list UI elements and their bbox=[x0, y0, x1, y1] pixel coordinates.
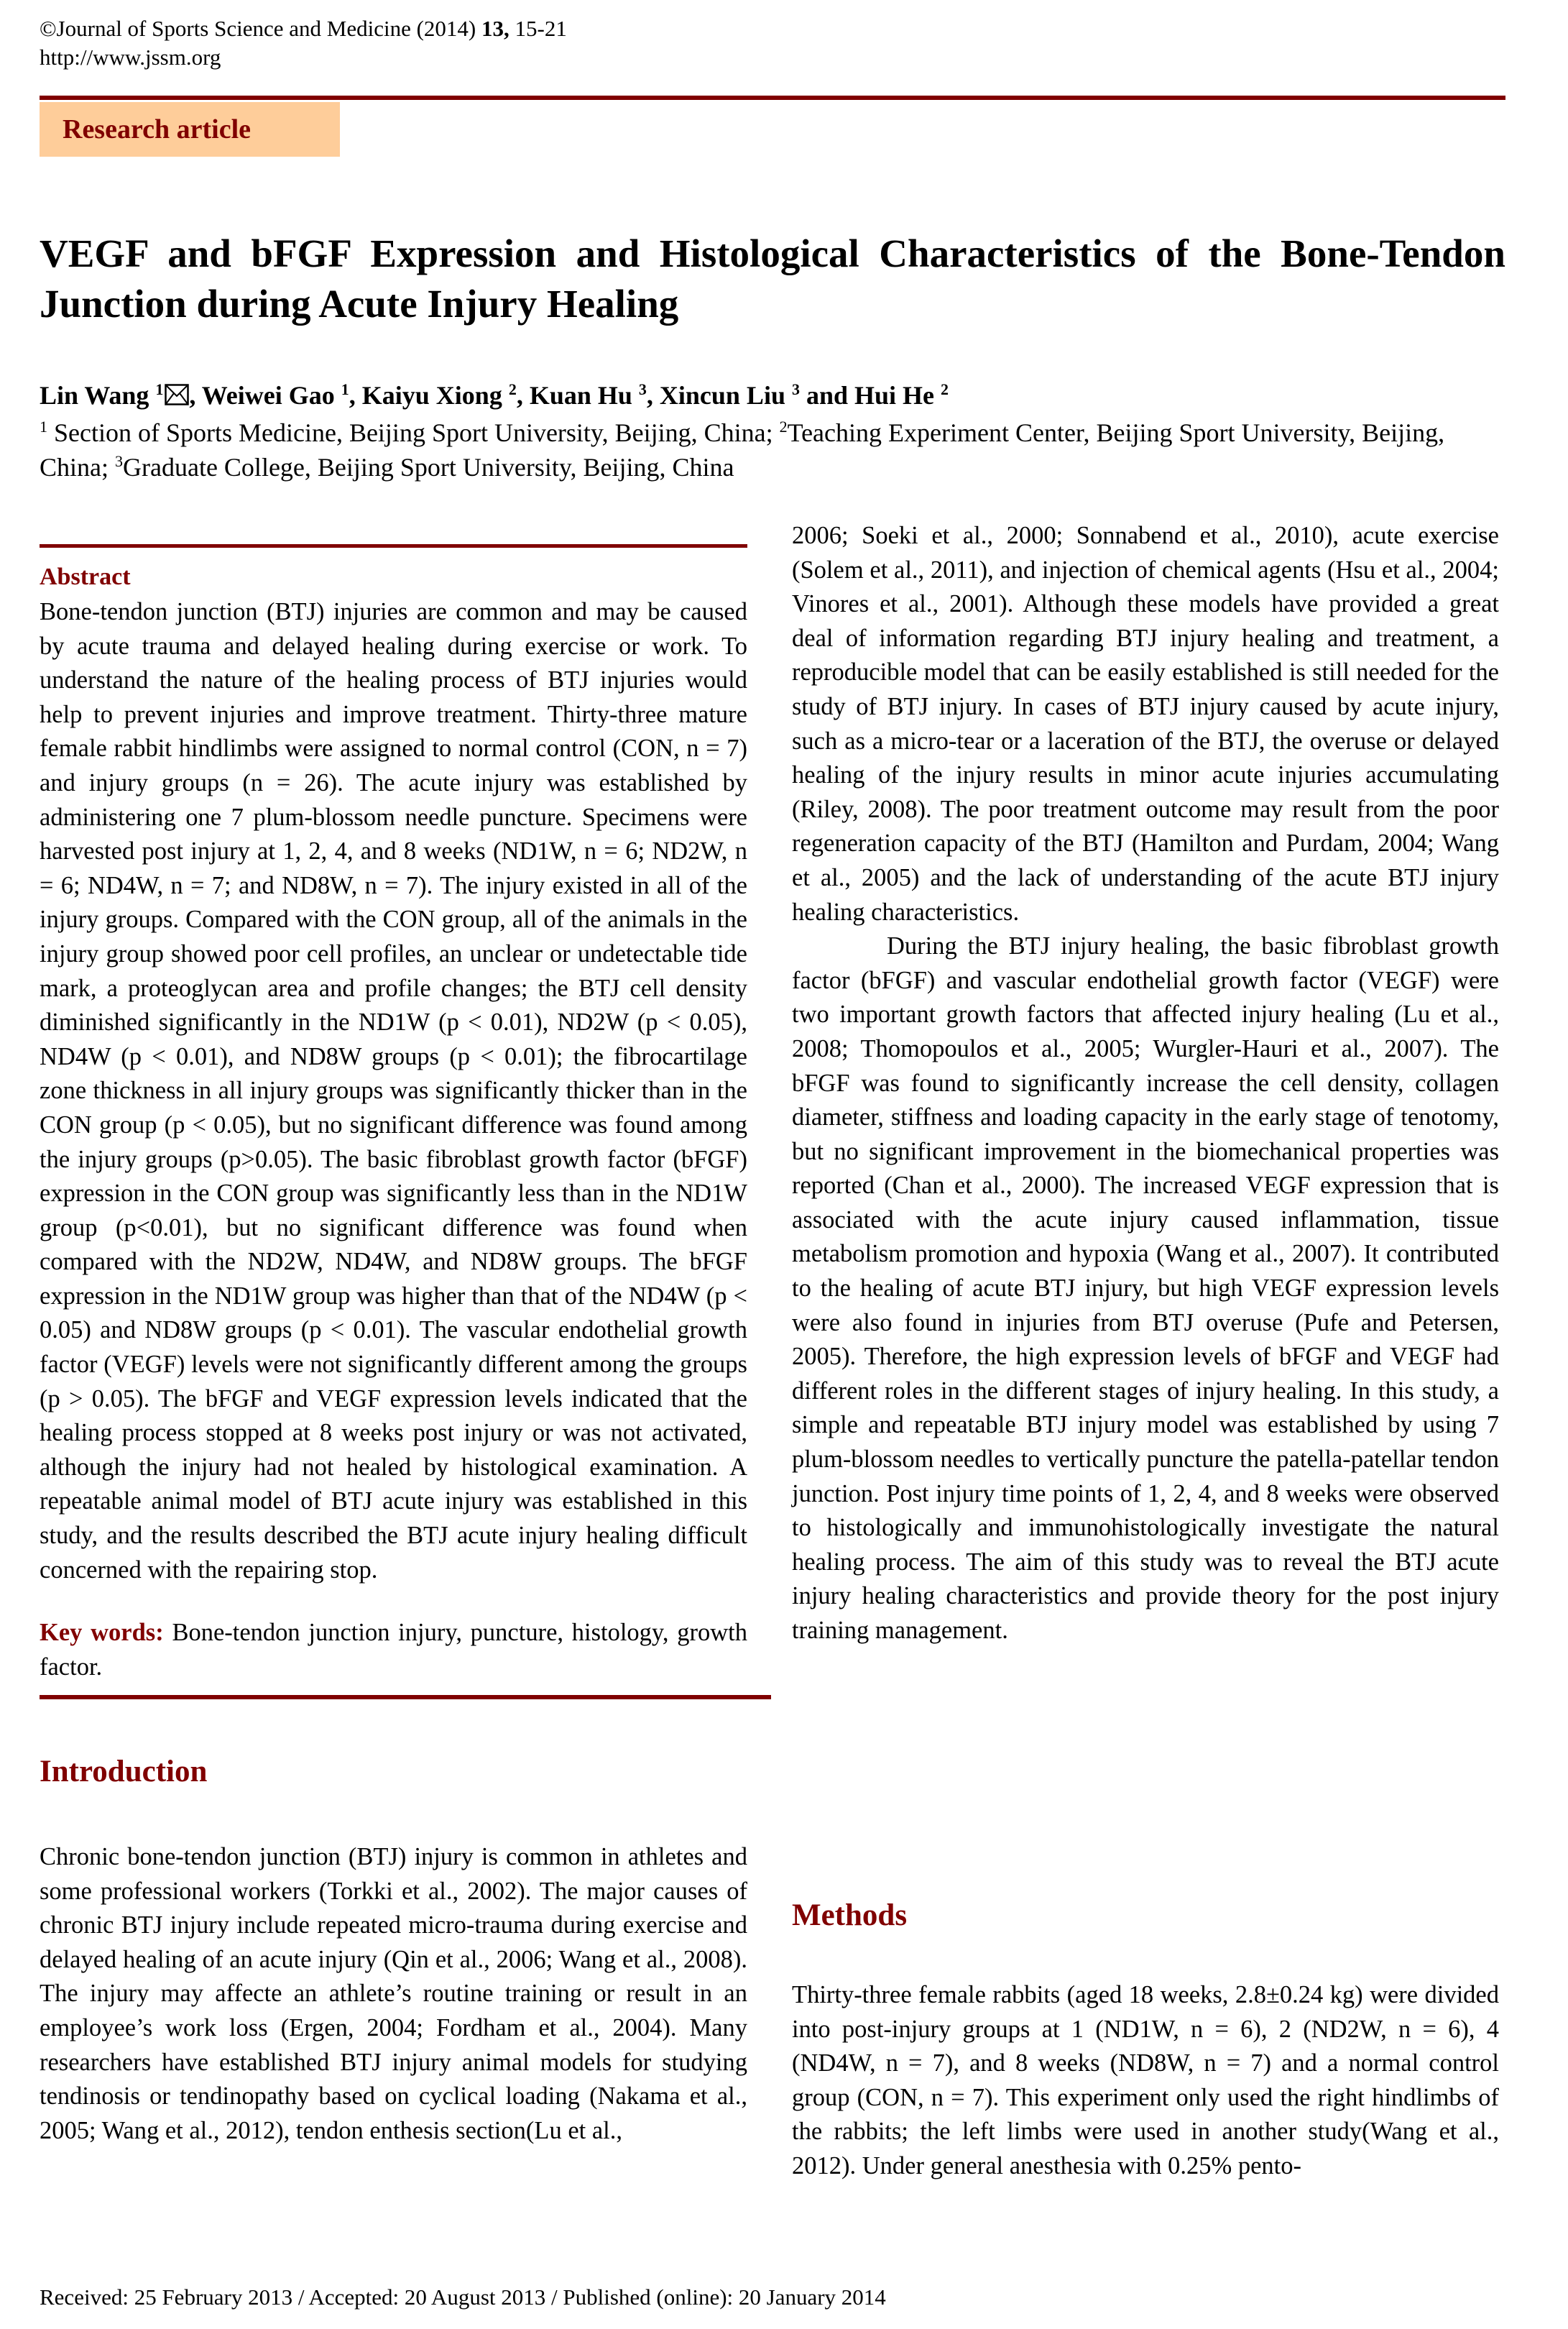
affiliation-2: Teaching Experiment Center, Beijing Sport University, Beijing, China; bbox=[40, 418, 1445, 482]
introduction-paragraph-2: During the BTJ injury healing, the basic fibroblast growth factor (bFGF) and vascular endothelial growth factor (VEGF) were two important growth factors that affected injury healing (Lu et al., 2008; Thomopoulos et al., 2005; Wurgler-Hauri et al., 2007). The bFGF was found to significantly increase the cell density, collagen diameter, stiffness and loading capacity in the early stage of tenotomy, but no significant improvement in the biomechanical properties was reported (Chan et al., 2000). The increased VEGF expression that is associated with the acute injury caused inflammation, tissue metabolism promotion and hypoxia (Wang et al., 2007). It contributed to the healing of acute BTJ injury, but high VEGF expression levels were also found in injuries from BTJ overuse (Pufe and Petersen, 2005). Therefore, the high expression levels of bFGF and VEGF had different roles in the different stages of injury healing. In this study, a simple and repeatable BTJ injury model was established by using 7 plum-blossom needles to vertically puncture the patella-patellar tendon junction. Post injury time points of 1, 2, 4, and 8 weeks were observed to histologically and immunohistologically investigate the natural healing process. The aim of this study was to reveal the BTJ acute injury healing characteristics and provide theory for the post injury training management. bbox=[792, 932, 1499, 1644]
author-affiliation-mark: 3 bbox=[638, 380, 647, 398]
affiliation-3: Graduate College, Beijing Sport University, Beijing, China bbox=[123, 453, 734, 482]
methods-body bbox=[792, 1978, 1499, 2184]
introduction-heading: Introduction bbox=[40, 1755, 208, 1788]
abstract-text: Bone-tendon junction (BTJ) injuries are common and may be caused by acute trauma and delayed healing during exercise or work. To understand the nature of the healing process of BTJ injuries would help to prevent injuries and improve treatment. Thirty-three mature female rabbit hindlimbs were assigned to normal control (CON, n = 7) and injury groups (n = 26). The acute injury was established by administering one 7 plum-blossom needle puncture. Specimens were harvested post injury at 1, 2, 4, and 8 weeks (ND1W, n = 6; ND2W, n = 6; ND4W, n = 7; and ND8W, n = 7). The injury existed in all of the injury groups. Compared with the CON group, all of the animals in the injury group showed poor cell profiles, an unclear or undetectable tide mark, a proteoglycan area and profile changes; the BTJ cell density diminished significantly in the ND1W (p < 0.01), ND2W (p < 0.05), ND4W (p < 0.01), and ND8W groups (p < 0.01); the fibrocartilage zone thickness in all injury groups was significantly thicker than in the CON group (p < 0.05), but no significant difference was found among the injury groups (p>0.05). The basic fibroblast growth factor (bFGF) expression in the CON group was significantly less than in the ND1W group (p<0.01), but no significant difference was found when compared with the ND2W, ND4W, and ND8W groups. The bFGF expression in the ND1W group was higher than that of the ND4W (p < 0.05) and ND8W groups (p < 0.01). The vascular endothelial growth factor (VEGF) levels were not significantly different among the groups (p > 0.05). The bFGF and VEGF expression levels indicated that the healing process stopped at 8 weeks post injury or was not activated, although the injury had not healed by histological examination. A repeatable animal model of BTJ acute injury was established in this study, and the results described the BTJ acute injury healing difficult concerned with the repairing stop. bbox=[40, 598, 747, 1584]
keywords bbox=[40, 1616, 747, 1684]
affiliation-1: Section of Sports Medicine, Beijing Sport University, Beijing, China; bbox=[54, 418, 773, 447]
author-affiliation-mark: 1 bbox=[155, 380, 164, 398]
keywords-divider bbox=[40, 1695, 771, 1699]
keywords-text: Bone-tendon junction injury, puncture, histology, growth factor. bbox=[40, 1619, 748, 1681]
introduction-paragraph-1: Chronic bone-tendon junction (BTJ) injury is common in athletes and some professional workers (Torkki et al., 2002). The major causes of chronic BTJ injury include repeated micro-trauma during exercise and delayed healing of an acute injury (Qin et al., 2006; Wang et al., 2008). The injury may affecte an athlete’s routine training or result in an employee’s work loss (Ergen, 2004; Fordham et al., 2004). Many researchers have established BTJ injury animal models for studying tendinosis or tendinopathy based on cyclical loading (Nakama et al., 2005; Wang et al., 2012), tendon enthesis section(Lu et al., bbox=[40, 1843, 747, 2144]
abstract-divider bbox=[40, 544, 747, 548]
author-name: Weiwei Gao bbox=[201, 381, 335, 410]
abstract-body bbox=[40, 595, 747, 1587]
journal-volume: 13, bbox=[481, 16, 509, 41]
envelope-icon[interactable] bbox=[165, 384, 189, 405]
author-name: Lin Wang bbox=[40, 381, 149, 410]
affiliations: $^1$ Section of Sports Medicine, Beijing Sport University, Beijing, China; $^2$Teaching Experiment Center, Beijing Sport University, Beijing, China; $^3$Graduate College, Beijing Sport University, Beijing, China bbox=[40, 418, 1445, 482]
journal-citation: ©Journal of Sports Science and Medicine (2014) 13, 15-21 bbox=[40, 16, 567, 41]
author-affiliation-mark: 1 bbox=[341, 380, 349, 398]
article-type-label: Research article bbox=[63, 114, 252, 144]
article-title: VEGF and bFGF Expression and Histological Characteristics of the Bone-Tendon Junction during Acute Injury Healing bbox=[40, 231, 1505, 326]
author-name: Kuan Hu bbox=[529, 381, 632, 410]
introduction-body-left bbox=[40, 1840, 747, 2148]
introduction-body-right bbox=[792, 519, 1499, 1648]
methods-heading: Methods bbox=[792, 1898, 908, 1932]
author-name: Xincun Liu bbox=[659, 381, 785, 410]
author-name: Kaiyu Xiong bbox=[361, 381, 502, 410]
keywords-label: Key words: bbox=[40, 1619, 164, 1646]
methods-paragraph-1: Thirty-three female rabbits (aged 18 weeks, 2.8±0.24 kg) were divided into post-injury groups at 1 (ND1W, n = 6), 2 (ND2W, n = 6), 4 (ND4W, n = 7), and 8 weeks (ND8W, n = 7) and a normal control group (CON, n = 7). This experiment only used the right hindlimbs of the rabbits; the left limbs were used in another study(Wang et al., 2012). Under general anesthesia with 0.25% pento- bbox=[792, 1981, 1499, 2179]
article-type-badge bbox=[40, 102, 340, 157]
publication-dates: Received: 25 February 2013 / Accepted: 20 August 2013 / Published (online): 20 January 2014 bbox=[40, 2284, 886, 2310]
author-affiliation-mark: 2 bbox=[941, 380, 949, 398]
introduction-paragraph-1-continued: 2006; Soeki et al., 2000; Sonnabend et al., 2010), acute exercise (Solem et al., 2011), and injection of chemical agents (Hsu et al., 2004; Vinores et al., 2001). Although these models have provided a great deal of information regarding BTJ injury healing and treatment, a reproducible model that can be easily established is still needed for the study of BTJ injury. In cases of BTJ injury caused by acute injury, such as a micro-tear or a laceration of the BTJ, the overuse or delayed healing of the injury results in minor acute injuries accumulating (Riley, 2008). The poor treatment outcome may result from the poor regeneration capacity of the BTJ (Hamilton and Purdam, 2004; Wang et al., 2005) and the lack of understanding of the acute BTJ injury healing characteristics. bbox=[792, 522, 1499, 926]
author-affiliation-mark: 3 bbox=[791, 380, 800, 398]
author-list: Lin Wang $^1$ , Weiwei Gao $^1$, Kaiyu Xiong $^2$, Kuan Hu $^3$, Xincun Liu $^3$ and Hui He $^2$ bbox=[40, 380, 949, 410]
journal-header bbox=[40, 14, 567, 72]
abstract-heading: Abstract bbox=[40, 564, 131, 590]
author-name: Hui He bbox=[854, 381, 935, 410]
header-divider bbox=[40, 96, 1505, 100]
author-affiliation-mark: 2 bbox=[508, 380, 517, 398]
journal-url[interactable]: http://www.jssm.org bbox=[40, 45, 221, 70]
